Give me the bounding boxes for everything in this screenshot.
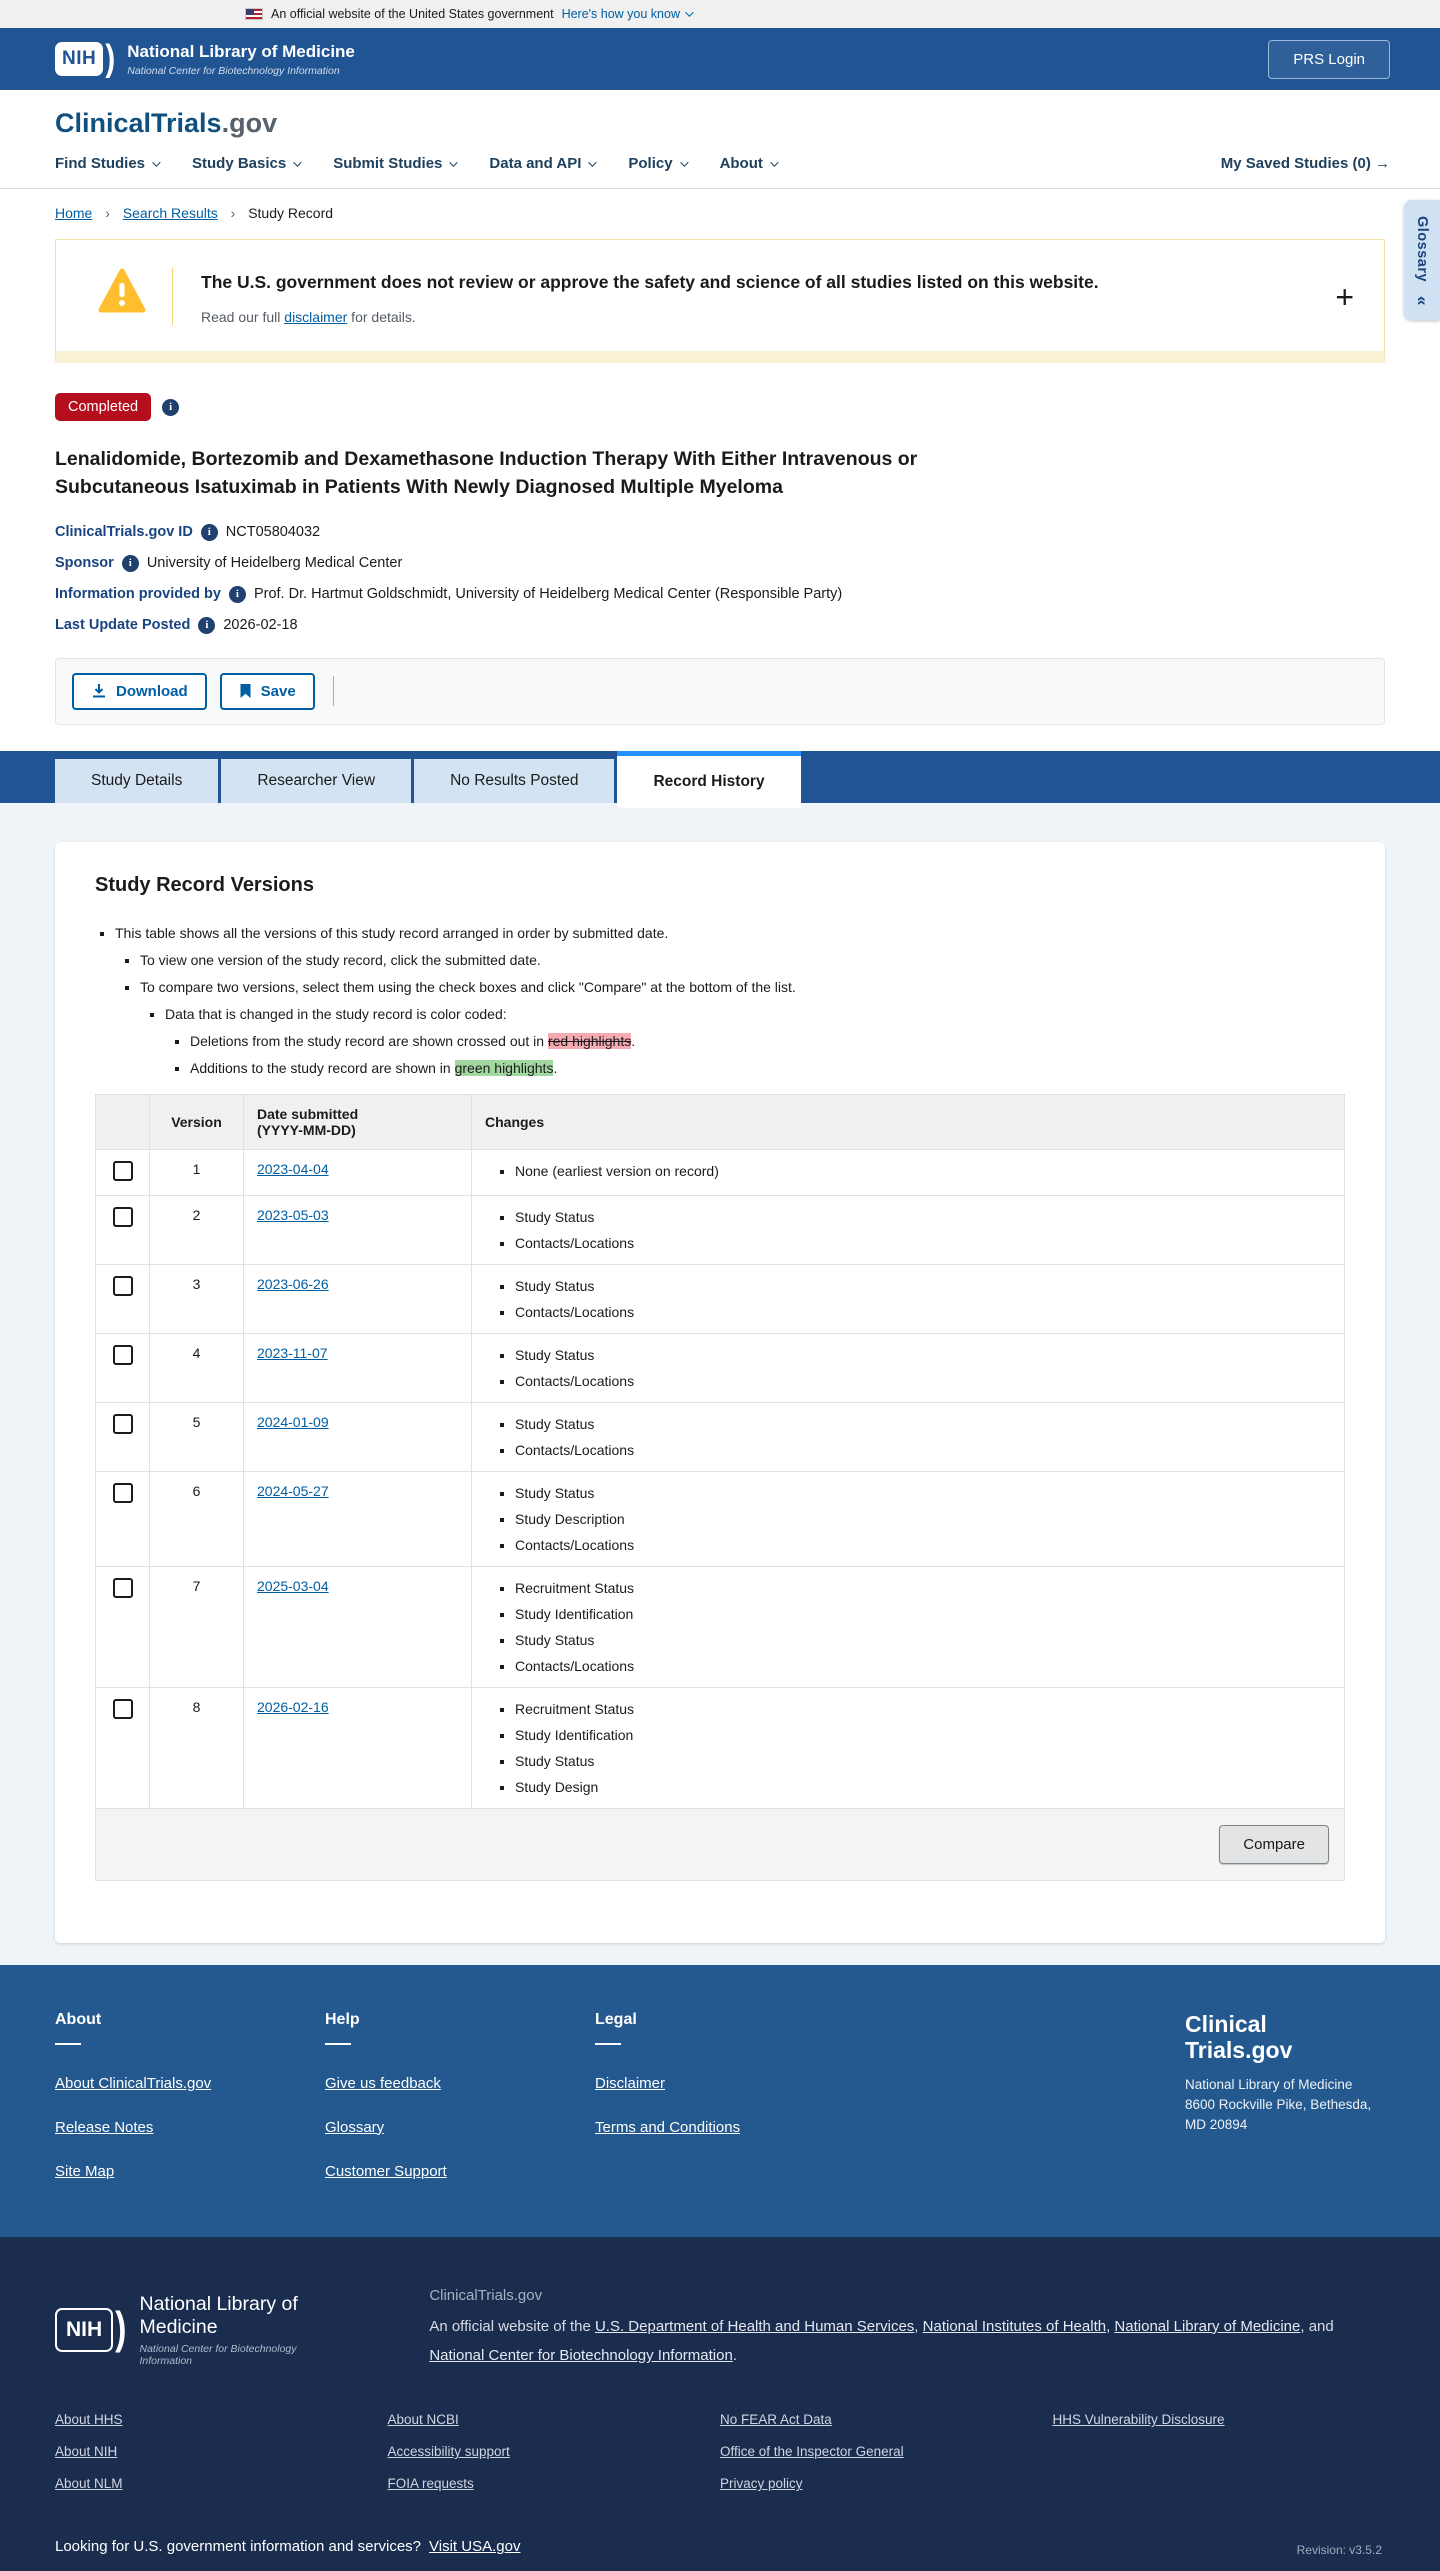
table-row — [96, 1264, 1345, 1333]
intro-item: ▪ To view one version of the study record, click the submitted date. — [140, 952, 1345, 968]
nlm-link[interactable]: National Library of Medicine — [1114, 2317, 1301, 2335]
nih-logo-acronym: NIH — [55, 2308, 113, 2352]
nlm-org-text: National Library of Medicine National Center for Biotechnology Information — [139, 2292, 298, 2367]
field-sponsor: Sponsor i University of Heidelberg Medical Center — [55, 555, 403, 572]
heading-rule — [55, 2043, 81, 2045]
intro-item-deletions: ▪ Deletions from the study record are shown crossed out in red highlights. — [190, 1033, 1345, 1049]
main-nav — [0, 155, 1440, 172]
download-button[interactable]: Download — [72, 673, 207, 710]
footer-link-customer-support[interactable]: Customer Support — [325, 2162, 447, 2180]
study-title: Lenalidomide, Bortezomib and Dexamethasone Induction Therapy With Either Intravenous or Subcutaneous Isatuximab in Patients With Newly Diagnosed Multiple Myeloma — [55, 448, 918, 499]
changes-list: ▪ Recruitment Status ▪ Study Identification ▪ Study Status ▪ Contacts/Locations — [485, 1580, 1331, 1674]
link-hhs-vulnerability-disclosure[interactable]: HHS Vulnerability Disclosure — [1052, 2412, 1225, 2428]
footer-brand-logo: Clinical Trials.gov — [1185, 2010, 1293, 2063]
nih-header — [0, 28, 1440, 90]
link-inspector-general[interactable]: Office of the Inspector General — [720, 2444, 904, 2460]
grid-column-2 — [388, 2412, 721, 2508]
footer-address: National Library of Medicine 8600 Rockville Pike, Bethesda, MD 20894 — [1185, 2077, 1372, 2132]
version-checkbox[interactable] — [113, 1414, 133, 1434]
info-icon[interactable]: i — [201, 524, 218, 541]
version-date-link[interactable]: 2023-05-03 — [257, 1206, 329, 1223]
nav-policy[interactable]: Policy — [628, 155, 685, 172]
chevron-down-icon — [680, 158, 688, 166]
version-date-link[interactable]: 2023-04-04 — [257, 1160, 329, 1177]
checkbox-column-header — [96, 1094, 150, 1149]
footer-column-legal: Legal Disclaimer Terms and Conditions — [595, 2011, 865, 2207]
intro-item: ▪ To compare two versions, select them using the check boxes and click "Compare" at the bottom of the list. ▪ Data that is changed in the study record is color coded: ▪ Deletions from the study record are shown crossed out in red highlights. ▪ Additions to the study record are shown in green highlights. — [140, 979, 1345, 1076]
usa-gov-prompt: Looking for U.S. government information and services? Visit USA.gov — [55, 2538, 521, 2556]
revision-label: Revision: v3.5.2 — [1296, 2543, 1382, 2558]
version-number: 7 — [150, 1566, 244, 1687]
field-nct-id: ClinicalTrials.gov ID i NCT05804032 — [55, 524, 321, 541]
intro-item: ▪ This table shows all the versions of this study record arranged in order by submitted date. ▪ To view one version of the study record, click the submitted date. ▪ To compare two versions, select them using the check boxes and click "Compare" at the bottom of the list. ▪ Data that is changed in the study record is color coded: ▪ Deletions from the study record are shown crossed out in red highlights. ▪ Additions to the study record are shown in green highlights. — [115, 925, 1345, 1076]
intro-item-additions: ▪ Additions to the study record are shown in green highlights. — [190, 1060, 1345, 1076]
grid-column-1 — [55, 2412, 388, 2508]
version-date-link[interactable]: 2024-01-09 — [257, 1413, 329, 1430]
info-icon[interactable]: i — [229, 586, 246, 603]
tab-researcher-view[interactable]: Researcher View — [221, 759, 411, 803]
version-checkbox[interactable] — [113, 1276, 133, 1296]
changes-list: ▪ None (earliest version on record) — [485, 1163, 1331, 1179]
changes-list: ▪ Study Status ▪ Contacts/Locations — [485, 1278, 1331, 1320]
breadcrumb-current: Study Record — [248, 205, 334, 221]
version-checkbox[interactable] — [113, 1699, 133, 1719]
changes-list: ▪ Recruitment Status ▪ Study Identification ▪ Study Status ▪ Study Design — [485, 1701, 1331, 1795]
tab-record-history[interactable]: Record History — [617, 751, 800, 808]
intro-list — [95, 925, 1345, 1076]
visit-usa-gov-link[interactable]: Visit USA.gov — [429, 2538, 521, 2556]
version-checkbox[interactable] — [113, 1578, 133, 1598]
grid-column-3 — [720, 2412, 1053, 2508]
org-subtitle: National Center for Biotechnology Information — [127, 64, 340, 77]
subfooter-top — [55, 2281, 1385, 2371]
grid-column-4 — [1053, 2412, 1386, 2508]
footer-link-terms-and-conditions[interactable]: Terms and Conditions — [595, 2118, 741, 2136]
changes-column-header: Changes — [472, 1094, 1345, 1149]
study-fields — [55, 524, 1385, 634]
chevron-down-icon — [293, 158, 301, 166]
expand-plus-icon[interactable]: + — [1335, 278, 1354, 315]
us-flag-icon — [245, 8, 263, 20]
gov-banner — [0, 0, 1440, 28]
changes-list: ▪ Study Status ▪ Study Description ▪ Contacts/Locations — [485, 1485, 1331, 1553]
status-info-icon[interactable]: i — [162, 399, 179, 416]
version-checkbox[interactable] — [113, 1345, 133, 1365]
glossary-label: Glossary — [1414, 216, 1430, 283]
link-no-fear-act[interactable]: No FEAR Act Data — [720, 2412, 832, 2428]
chevron-down-icon — [685, 8, 693, 16]
action-separator — [333, 676, 334, 706]
table-row — [96, 1471, 1345, 1566]
nav-submit-studies[interactable]: Submit Studies — [333, 155, 455, 172]
version-column-header: Version — [150, 1094, 244, 1149]
glossary-collapse-icon: « — [1413, 296, 1432, 306]
version-date-link[interactable]: 2025-03-04 — [257, 1577, 329, 1594]
link-accessibility-support[interactable]: Accessibility support — [387, 2444, 510, 2460]
action-bar — [55, 658, 1385, 725]
glossary-side-tab[interactable] — [1404, 200, 1440, 320]
heading-rule — [595, 2043, 621, 2045]
prs-login-button[interactable]: PRS Login — [1268, 40, 1390, 79]
intro-item: ▪ Data that is changed in the study record is color coded: ▪ Deletions from the study record are shown crossed out in red highlights. ▪ Additions to the study record are shown in green highlights. — [165, 1006, 1345, 1076]
nav-study-basics[interactable]: Study Basics — [192, 155, 299, 172]
nav-about[interactable]: About — [720, 155, 776, 172]
brand-primary: ClinicalTrials — [55, 108, 222, 138]
nih-logo-acronym: NIH — [55, 42, 103, 76]
version-number: 2 — [150, 1195, 244, 1264]
version-date-link[interactable]: 2023-06-26 — [257, 1275, 329, 1292]
version-date-link[interactable]: 2026-02-16 — [257, 1698, 329, 1715]
footer-link-disclaimer[interactable]: Disclaimer — [595, 2074, 666, 2092]
official-website-sentence: An official website of the U.S. Department of Health and Human Services, National Institutes of Health, National Library of Medicine, and National Center for Biotechnology Information. — [429, 2317, 1334, 2365]
brand-suffix: .gov — [221, 108, 278, 138]
nlm-logo[interactable] — [55, 2293, 311, 2367]
changes-list: ▪ Study Status ▪ Contacts/Locations — [485, 1209, 1331, 1251]
compare-row — [96, 1808, 1345, 1880]
link-foia-requests[interactable]: FOIA requests — [387, 2476, 474, 2492]
version-checkbox[interactable] — [113, 1207, 133, 1227]
footer-link-site-map[interactable]: Site Map — [55, 2162, 115, 2180]
footer-link-release-notes[interactable]: Release Notes — [55, 2118, 154, 2136]
nih-link[interactable]: National Institutes of Health — [922, 2317, 1107, 2335]
tab-study-details[interactable]: Study Details — [55, 759, 218, 803]
version-number: 8 — [150, 1687, 244, 1808]
chevron-down-icon — [152, 158, 160, 166]
link-about-ncbi[interactable]: About NCBI — [387, 2412, 459, 2428]
my-saved-studies-link[interactable]: My Saved Studies (0) → — [1220, 155, 1390, 172]
chevron-down-icon — [450, 158, 458, 166]
footer — [0, 1965, 1440, 2237]
table-row — [96, 1333, 1345, 1402]
link-about-nlm[interactable]: About NLM — [55, 2476, 123, 2492]
footer-column-about: About About ClinicalTrials.gov Release Notes Site Map — [55, 2011, 325, 2207]
versions-table — [95, 1094, 1345, 1881]
content-area — [0, 803, 1440, 1965]
banner-text: An official website of the United States government — [271, 7, 554, 21]
version-checkbox[interactable] — [113, 1483, 133, 1503]
version-number: 3 — [150, 1264, 244, 1333]
warning-divider — [172, 268, 173, 325]
status-badge: Completed — [55, 393, 151, 421]
subfooter-link-grid — [55, 2412, 1385, 2508]
nih-titles — [127, 42, 355, 77]
status-row — [55, 393, 1440, 421]
org-name: National Library of Medicine — [127, 41, 355, 61]
breadcrumb-separator: › — [230, 205, 236, 221]
link-about-hhs[interactable]: About HHS — [55, 2412, 123, 2428]
nih-logo-chevron-icon: ) — [105, 37, 116, 79]
tab-no-results-posted[interactable]: No Results Posted — [414, 759, 614, 803]
tab-bar — [0, 751, 1440, 803]
subfooter-site-name: ClinicalTrials.gov — [429, 2286, 543, 2304]
green-highlight-sample: green highlights — [454, 1059, 554, 1076]
table-row — [96, 1195, 1345, 1264]
download-icon — [91, 683, 107, 699]
nih-logo-chevron-icon: ) — [115, 2304, 127, 2354]
warning-text — [201, 268, 1099, 325]
breadcrumb — [0, 189, 1440, 233]
breadcrumb-search-results[interactable]: Search Results — [122, 205, 218, 221]
changes-list: ▪ Study Status ▪ Contacts/Locations — [485, 1347, 1331, 1389]
changes-list: ▪ Study Status ▪ Contacts/Locations — [485, 1416, 1331, 1458]
footer-link-give-us-feedback[interactable]: Give us feedback — [325, 2074, 441, 2092]
version-date-link[interactable]: 2023-11-07 — [257, 1344, 328, 1361]
heading-rule — [325, 2043, 351, 2045]
version-number: 1 — [150, 1149, 244, 1195]
site-logo[interactable] — [0, 90, 1440, 139]
warning-triangle-icon — [98, 268, 146, 314]
info-icon[interactable]: i — [122, 555, 139, 572]
how-you-know-link[interactable]: Here's how you know — [561, 7, 680, 21]
info-icon[interactable]: i — [198, 617, 215, 634]
version-number: 4 — [150, 1333, 244, 1402]
version-date-link[interactable]: 2024-05-27 — [257, 1482, 329, 1499]
field-information-provided-by: Information provided by i Prof. Dr. Hartmut Goldschmidt, University of Heidelberg Medical Center (Responsible Party) — [55, 586, 843, 603]
record-history-card — [55, 842, 1385, 1943]
link-about-nih[interactable]: About NIH — [55, 2444, 118, 2460]
chevron-down-icon — [589, 158, 597, 166]
table-row — [96, 1149, 1345, 1195]
version-number: 5 — [150, 1402, 244, 1471]
warning-body: Read our full disclaimer for details. — [201, 309, 416, 325]
ncbi-link[interactable]: National Center for Biotechnology Information — [429, 2347, 733, 2365]
breadcrumb-home[interactable]: Home — [55, 205, 93, 221]
footer-column-help: Help Give us feedback Glossary Customer Support — [325, 2011, 595, 2207]
table-row — [96, 1687, 1345, 1808]
disclaimer-link[interactable]: disclaimer — [284, 309, 348, 325]
chevron-down-icon — [770, 158, 778, 166]
compare-button[interactable]: Compare — [1219, 1825, 1329, 1864]
warning-title: The U.S. government does not review or approve the safety and science of all studies listed on this website. — [201, 272, 1099, 292]
bookmark-icon — [239, 683, 252, 699]
version-checkbox[interactable] — [113, 1161, 133, 1181]
subfooter-official-statement — [429, 2281, 1385, 2371]
date-column-header: Date submitted (YYYY-MM-DD) — [244, 1094, 472, 1149]
subfooter — [0, 2237, 1440, 2571]
table-header-row — [96, 1094, 1345, 1149]
breadcrumb-separator: › — [105, 205, 110, 221]
save-button[interactable]: Save — [220, 673, 315, 710]
section-heading: Study Record Versions — [95, 873, 314, 896]
hhs-link[interactable]: U.S. Department of Health and Human Services — [594, 2317, 915, 2335]
footer-link-glossary[interactable]: Glossary — [325, 2118, 385, 2136]
version-number: 6 — [150, 1471, 244, 1566]
nih-logo[interactable] — [55, 37, 116, 79]
disclaimer-warning-box — [55, 239, 1385, 363]
table-row — [96, 1402, 1345, 1471]
table-row — [96, 1566, 1345, 1687]
field-last-update-posted: Last Update Posted i 2026-02-18 — [55, 617, 298, 634]
nav-find-studies[interactable]: Find Studies — [55, 155, 158, 172]
footer-link-about-clinicaltrials[interactable]: About ClinicalTrials.gov — [55, 2074, 212, 2092]
red-highlight-sample: red highlights — [547, 1032, 632, 1049]
nav-data-and-api[interactable]: Data and API — [489, 155, 594, 172]
link-privacy-policy[interactable]: Privacy policy — [720, 2476, 803, 2492]
footer-brand — [1185, 2011, 1385, 2207]
